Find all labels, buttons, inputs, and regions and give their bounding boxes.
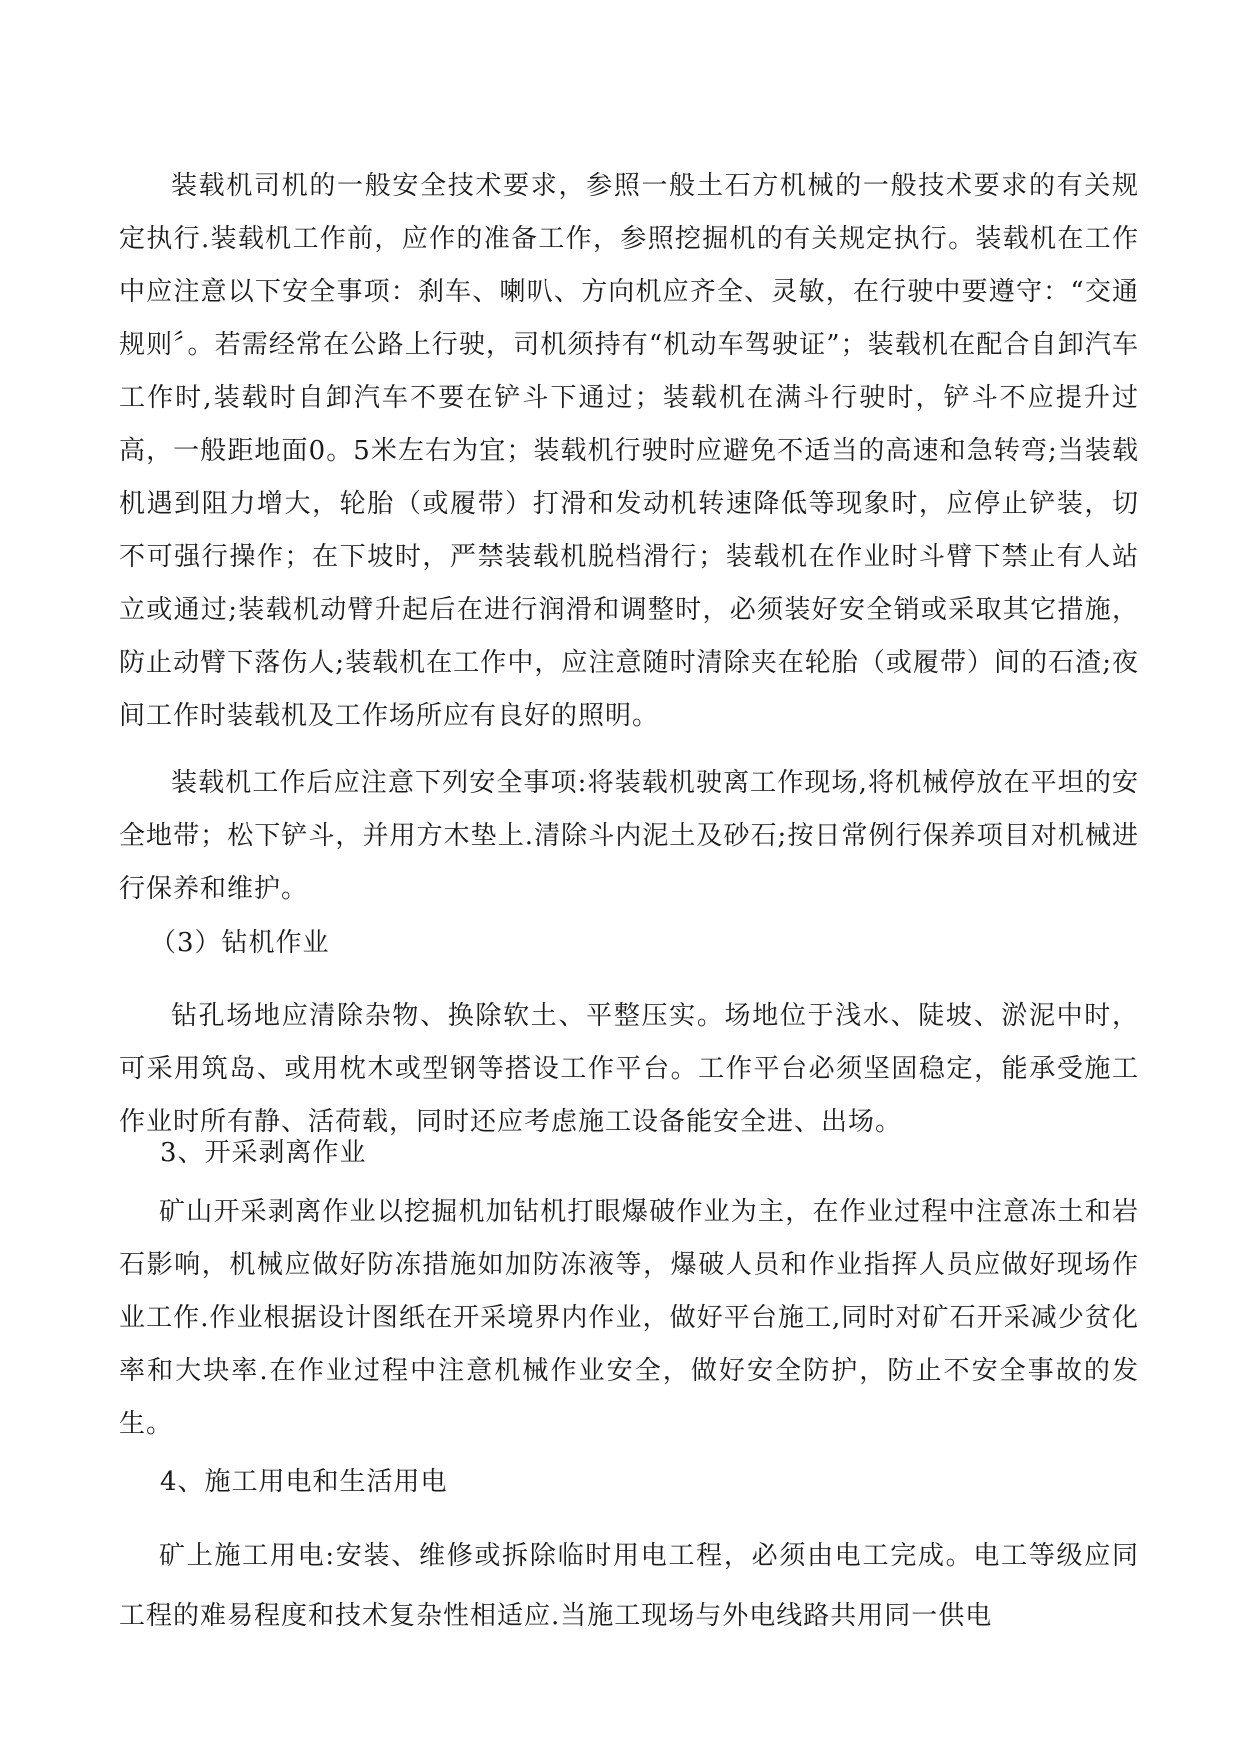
section-heading-drilling: （3）钻机作业: [150, 928, 330, 958]
paragraph-loader-after-work: 装载机工作后应注意下列安全事项:将装载机驶离工作现场,将机械停放在平坦的安全地带；松下铲斗，并用方木垫上.清除斗内泥土及砂石;按日常例行保养项目对机械进行保养和维护。: [119, 768, 1139, 904]
section-heading-stripping: 3、开采剥离作业: [160, 1138, 367, 1168]
section-heading-electricity: 4、施工用电和生活用电: [160, 1467, 448, 1497]
paragraph-construction-electricity: 矿上施工用电:安装、维修或拆除临时用电工程，必须由电工完成。电工等级应同工程的难易程度和技术复杂性相适应.当施工现场与外电线路共用同一供电: [119, 1541, 1139, 1631]
paragraph-stripping-operations: 矿山开采剥离作业以挖掘机加钻机打眼爆破作业为主，在作业过程中注意冻土和岩石影响，机械应做好防冻措施如加防冻液等，爆破人员和作业指挥人员应做好现场作业工作.作业根据设计图纸在开采境界内作业，做好平台施工,同时对矿石开采减少贫化率和大块率.在作业过程中注意机械作业安全，做好安全防护，防止不安全事故的发生。: [119, 1197, 1139, 1439]
paragraph-loader-safety-requirements: 装载机司机的一般安全技术要求，参照一般土石方机械的一般技术要求的有关规定执行.装载机工作前，应作的准备工作，参照挖掘机的有关规定执行。装载机在工作中应注意以下安全事项：刹车、喇叭、方向机应齐全、灵敏，在行驶中要遵守：“交通规则〞。若需经常在公路上行驶，司机须持有“机动车驾驶证”；装载机在配合自卸汽车工作时,装载时自卸汽车不要在铲斗下通过；装载机在满斗行驶时，铲斗不应提升过高，一般距地面0。5米左右为宜；装载机行驶时应避免不适当的高速和急转弯;当装载机遇到阻力增大，轮胎（或履带）打滑和发动机转速降低等现象时，应停止铲装，切不可强行操作；在下坡时，严禁装载机脱档滑行；装载机在作业时斗臂下禁止有人站立或通过;装载机动臂升起后在进行润滑和调整时，必须装好安全销或采取其它措施，防止动臂下落伤人;装载机在工作中，应注意随时清除夹在轮胎（或履带）间的石渣;夜间工作时装载机及工作场所应有良好的照明。: [119, 171, 1139, 731]
paragraph-drilling-site: 钻孔场地应清除杂物、换除软土、平整压实。场地位于浅水、陡坡、淤泥中时，可采用筑岛、或用枕木或型钢等搭设工作平台。工作平台必须坚固稳定，能承受施工作业时所有静、活荷载，同时还应考虑施工设备能安全进、出场。: [119, 1001, 1139, 1137]
